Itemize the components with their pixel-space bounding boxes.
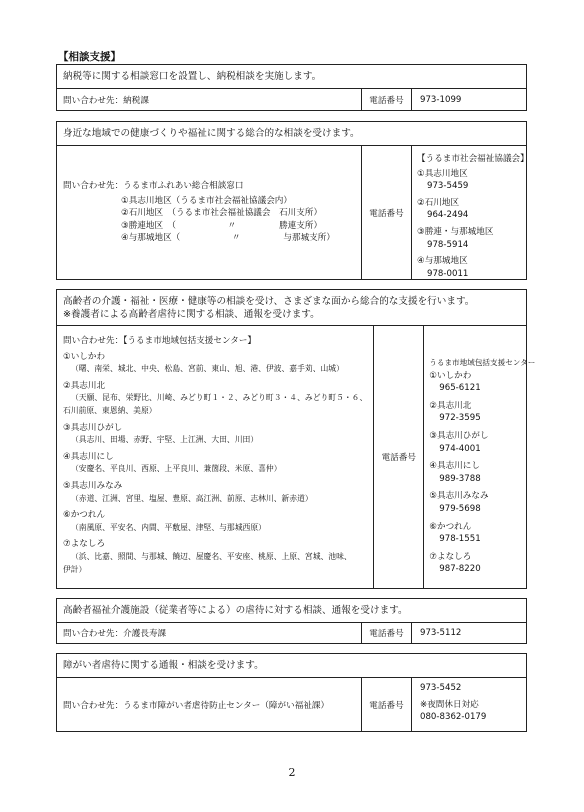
center-areas: （赤道、江洲、宮里、塩屋、豊原、高江洲、前原、志林川、新赤道）	[71, 493, 313, 503]
disability-abuse-block	[56, 653, 527, 732]
center-name: ①いしかわ	[63, 351, 106, 362]
phone-entry-number: 978-1551	[439, 534, 481, 545]
phone-entry-name: ②石川地区	[417, 197, 460, 208]
phone-entry-name: ③具志川ひがし	[429, 430, 489, 441]
support-center-item	[63, 538, 367, 576]
phone-entry-name: ④与那城地区	[417, 256, 468, 267]
facility-abuse-block	[56, 598, 527, 644]
phone-entry-name: ①いしかわ	[429, 370, 472, 381]
phone-entry-number: 978-5914	[427, 239, 469, 250]
office-item: ①具志川地区（うるま市社会福祉協議会内）	[121, 195, 292, 206]
phone-entry-number: 965-6121	[439, 383, 481, 394]
phone-entry-name: ②具志川北	[429, 400, 472, 411]
disability-abuse-heading: 障がい者虐待に関する通報・相談を受けます。	[57, 654, 526, 678]
phone-entry-number: 972-3595	[439, 413, 481, 424]
support-center-item	[63, 422, 367, 447]
phone-entry-name: ①具志川地区	[417, 168, 468, 179]
welfare-consultation-heading: 身近な地域での健康づくりや福祉に関する総合的な相談を受けます。	[57, 122, 526, 146]
phone-entry-number: 964-2494	[427, 210, 469, 221]
center-areas: （曙、南栄、城北、中央、松島、宮前、東山、旭、港、伊波、嘉手苅、山城）	[71, 364, 344, 374]
center-name: ④具志川にし	[63, 451, 114, 462]
section-title: 【相談支援】	[58, 51, 121, 63]
night-holiday-phone: 080-8362-0179	[420, 712, 487, 723]
tax-consultation-heading: 納税等に関する相談窓口を設置し、納税相談を実施します。	[57, 65, 526, 89]
elderly-abuse-note: ※養護者による高齢者虐待に関する相談、通報を受けます。	[63, 309, 320, 320]
facility-contact: 問い合わせ先：介護長寿課	[57, 623, 362, 643]
center-areas: （南風原、平安名、内間、平敷屋、津堅、与那城西原）	[71, 522, 266, 532]
phone-entry-name: ⑥かつれん	[429, 521, 472, 532]
elderly-support-block	[56, 289, 536, 589]
phone-label: 電話番号	[362, 146, 412, 279]
phone-list-header: 【うるま市社会福祉協議会】	[417, 154, 529, 164]
office-item: ④与那城地区（ 〃 与那城支所）	[121, 233, 335, 244]
phone-entry-number: 979-5698	[439, 503, 481, 514]
center-name: ⑤具志川みなみ	[63, 480, 123, 491]
center-name: ②具志川北	[63, 380, 106, 391]
page-number: 2	[288, 766, 296, 779]
disability-contact: 問い合わせ先：うるま市障がい者虐待防止センター（障がい福祉課）	[57, 678, 362, 731]
center-name: ⑦よなしろ	[63, 539, 106, 550]
elderly-support-heading: 高齢者の介護・福祉・医療・健康等の相談を受け、さまざまな面から総合的な支援を行います。	[63, 296, 475, 307]
center-areas: 伊計）	[63, 564, 87, 574]
tax-contact: 問い合わせ先：納税課	[57, 89, 362, 110]
office-item: ②石川地区 （うるま市社会福祉協議会 石川支所）	[121, 208, 323, 219]
phone-entry-name: ③勝連・与那城地区	[417, 226, 494, 237]
phone-entry-number: 973-5459	[427, 181, 469, 192]
support-center-item	[63, 451, 367, 476]
phone-entry-name: ④具志川にし	[429, 461, 480, 472]
phone-entry-name: ⑤具志川みなみ	[429, 491, 489, 502]
phone-entry-number: 989-3788	[439, 473, 481, 484]
support-center-item	[63, 480, 367, 505]
phone-entry-number: 987-8220	[439, 564, 481, 575]
office-item: ③勝連地区 （ 〃 勝連支所）	[121, 220, 323, 231]
center-areas: （浜、比嘉、照間、与那城、饒辺、屋慶名、平安座、桃原、上原、宮城、池味、	[71, 551, 352, 561]
support-center-item	[63, 509, 367, 534]
phone-list-header: うるま市地域包括支援センター	[429, 358, 536, 367]
tax-phone: 973-1099	[420, 94, 462, 105]
center-areas: （具志川、田場、赤野、宇堅、上江洲、大田、川田）	[71, 435, 259, 445]
center-name: ⑥かつれん	[63, 510, 106, 521]
night-holiday-label: ※夜間休日対応	[420, 699, 479, 710]
support-center-title: 問い合わせ先：【うるま市地域包括支援センター】	[63, 336, 257, 346]
phone-entry-name: ⑦よなしろ	[429, 551, 472, 562]
phone-label: 電話番号	[362, 89, 412, 110]
center-areas: （安慶名、平良川、西原、上平良川、兼箇段、米原、喜仲）	[71, 464, 282, 474]
facility-abuse-heading: 高齢者福祉介護施設（従業者等による）の虐待に対する相談、通報を受けます。	[57, 599, 526, 623]
phone-label: 電話番号	[362, 678, 412, 731]
phone-entry-number: 978-0011	[427, 268, 469, 279]
support-center-item	[63, 380, 367, 418]
center-areas: （天願、昆布、栄野比、川崎、みどり町１・２、みどり町３・４、みどり町５・６、	[71, 393, 368, 403]
center-areas: 石川前原、東恩納、美原）	[63, 405, 157, 415]
support-center-item	[63, 351, 367, 376]
welfare-consultation-block	[56, 121, 527, 280]
welfare-contact-title: 問い合わせ先：うるま市ふれあい総合相談窓口	[63, 181, 244, 191]
disability-phone: 973-5452	[420, 683, 462, 693]
facility-phone: 973-5112	[420, 628, 462, 638]
phone-label: 電話番号	[362, 623, 412, 643]
phone-entry-number: 974-4001	[439, 443, 481, 454]
tax-consultation-block	[56, 64, 527, 111]
phone-label: 電話番号	[374, 326, 424, 588]
center-name: ③具志川ひがし	[63, 422, 123, 433]
